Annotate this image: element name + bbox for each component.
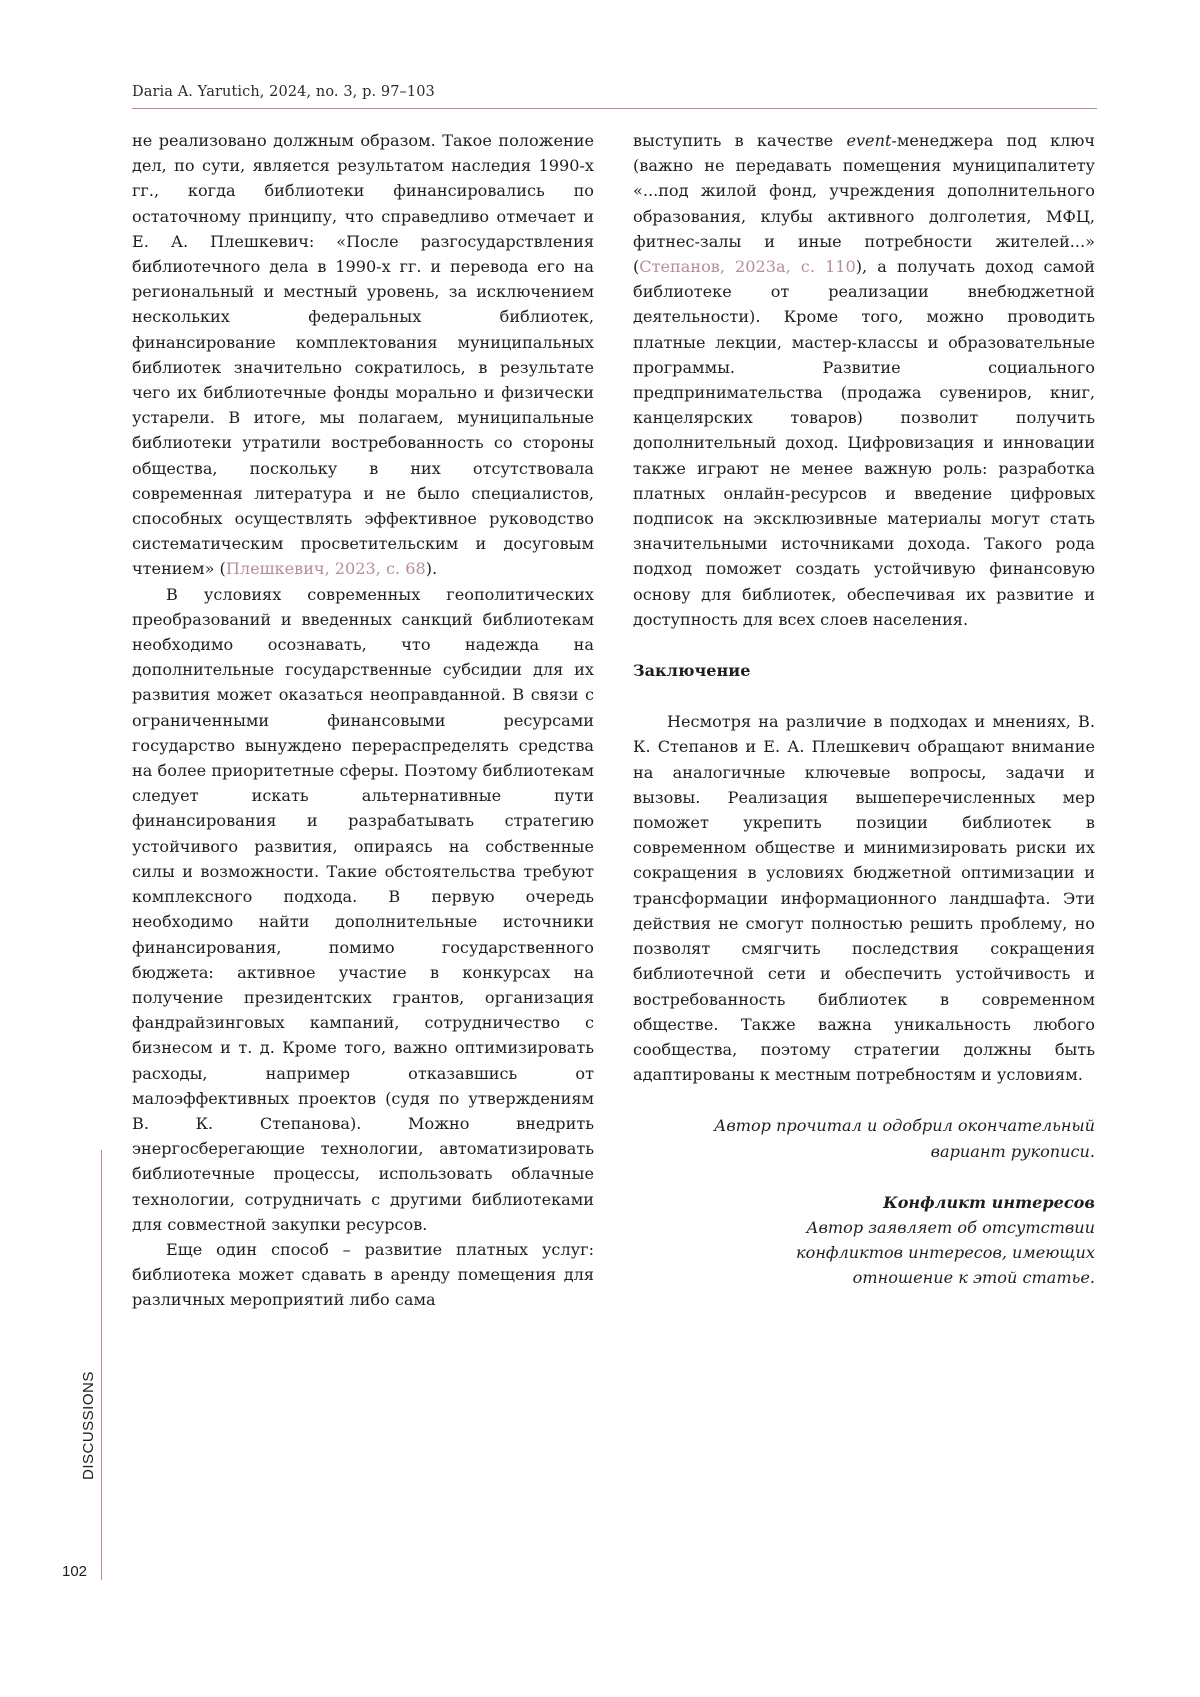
conflict-line-1: Автор заявляет об отсутствии: [806, 1218, 1095, 1237]
side-divider: [101, 1150, 102, 1580]
conflict-of-interest: [633, 1190, 1095, 1291]
left-paragraph-1-text: не реализовано должным образом. Такое положение дел, по сути, является результатом наследия 1990-х гг., когда библиотеки финансировались по остаточному принципу, что справедливо отмечает и Е. А. Плешкевич: «После разгосударствления библиотечного дела в 1990-х гг. и перевода его на региональный и местный уровень, за исключением нескольких федеральных библиотек, финансирование комплектования муниципальных библиотек значительно сократилось, в результате чего их библиотечные фонды морально и физически устарели. В итоге, мы полагаем, муниципальные библиотеки утратили востребованность со стороны общества, поскольку в них отсутствовала современная литература и не было специалистов, способных осуществлять эффективное руководство систематическим просветительским и досуговым чтением» (: [132, 131, 594, 578]
right-paragraph-1-event: event: [846, 131, 891, 150]
right-paragraph-1-a: выступить в качестве: [633, 131, 846, 150]
left-column: [132, 128, 594, 1313]
right-paragraph-1-b: -менеджера под ключ (важно не передавать помещения муниципалитету «...под жилой фонд, учреждения дополнительного образования, клубы активного долголетия, МФЦ, фитнес-залы и иные потребности жителей...» (: [633, 131, 1095, 276]
author-approval-line-1: Автор прочитал и одобрил окончательный: [714, 1116, 1095, 1135]
running-header: Daria A. Yarutich, 2024, no. 3, p. 97–103: [132, 84, 1097, 100]
author-approval-line-2: вариант рукописи.: [931, 1142, 1095, 1161]
header-divider: [132, 108, 1097, 109]
conflict-line-2: конфликтов интересов, имеющих: [796, 1243, 1095, 1262]
left-paragraph-1-end: ).: [426, 559, 437, 578]
page-number: 102: [62, 1563, 87, 1580]
section-heading-conclusion: Заключение: [633, 658, 1095, 683]
conflict-of-interest-title: Конфликт интересов: [633, 1190, 1095, 1215]
citation-link-pleshkevich[interactable]: Плешкевич, 2023, с. 68: [226, 559, 426, 578]
left-paragraph-1: [132, 128, 594, 582]
right-paragraph-1: [633, 128, 1095, 632]
right-paragraph-1-c: ), а получать доход самой библиотеке от реализации внебюджетной деятельности). Кроме того, можно проводить платные лекции, мастер-классы и образовательные программы. Развитие социального предпринимательства (продажа сувениров, книг, канцелярских товаров) позволит получить дополнительный доход. Цифровизация и инновации также играют не менее важную роль: разработка платных онлайн-ресурсов и введение цифровых подписок на эксклюзивные материалы могут стать значительными источниками дохода. Такого рода подход поможет создать устойчивую финансовую основу для библиотек, обеспечивая их развитие и доступность для всех слоев населения.: [633, 257, 1095, 629]
conclusion-paragraph: Несмотря на различие в подходах и мнениях, В. К. Степанов и Е. А. Плешкевич обращают внимание на аналогичные ключевые вопросы, задачи и вызовы. Реализация вышеперечисленных мер поможет укрепить позиции библиотек в современном обществе и минимизировать риски их сокращения в условиях бюджетной оптимизации и трансформации информационного ландшафта. Эти действия не смогут полностью решить проблему, но позволят смягчить последствия сокращения библиотечной сети и обеспечить устойчивость и востребованность библиотек в современном обществе. Также важна уникальность любого сообщества, поэтому стратегии должны быть адаптированы к местным потребностям и условиям.: [633, 709, 1095, 1087]
left-paragraph-3: Еще один способ – развитие платных услуг: библиотека может сдавать в аренду помещения для различных мероприятий либо сама: [132, 1237, 594, 1313]
citation-link-stepanov[interactable]: Степанов, 2023а, с. 110: [639, 257, 855, 276]
left-paragraph-2: В условиях современных геополитических преобразований и введенных санкций библиотекам необходимо осознавать, что надежда на дополнительные государственные субсидии для их развития может оказаться неоправданной. В связи с ограниченными финансовыми ресурсами государство вынуждено перераспределять средства на более приоритетные сферы. Поэтому библиотекам следует искать альтернативные пути финансирования и разрабатывать стратегию устойчивого развития, опираясь на собственные силы и возможности. Такие обстоятельства требуют комплексного подхода. В первую очередь необходимо найти дополнительные источники финансирования, помимо государственного бюджета: активное участие в конкурсах на получение президентских грантов, организация фандрайзинговых кампаний, сотрудничество с бизнесом и т. д. Кроме того, важно оптимизировать расходы, например отказавшись от малоэффективных проектов (судя по утверждениям В. К. Степанова). Можно внедрить энергосберегающие технологии, автоматизировать библиотечные процессы, использовать облачные технологии, сотрудничать с другими библиотеками для совместной закупки ресурсов.: [132, 582, 594, 1237]
conflict-line-3: отношение к этой статье.: [853, 1268, 1095, 1287]
right-column: [633, 128, 1095, 1291]
author-approval-note: [633, 1113, 1095, 1163]
section-label: DISCUSSIONS: [80, 1371, 97, 1480]
